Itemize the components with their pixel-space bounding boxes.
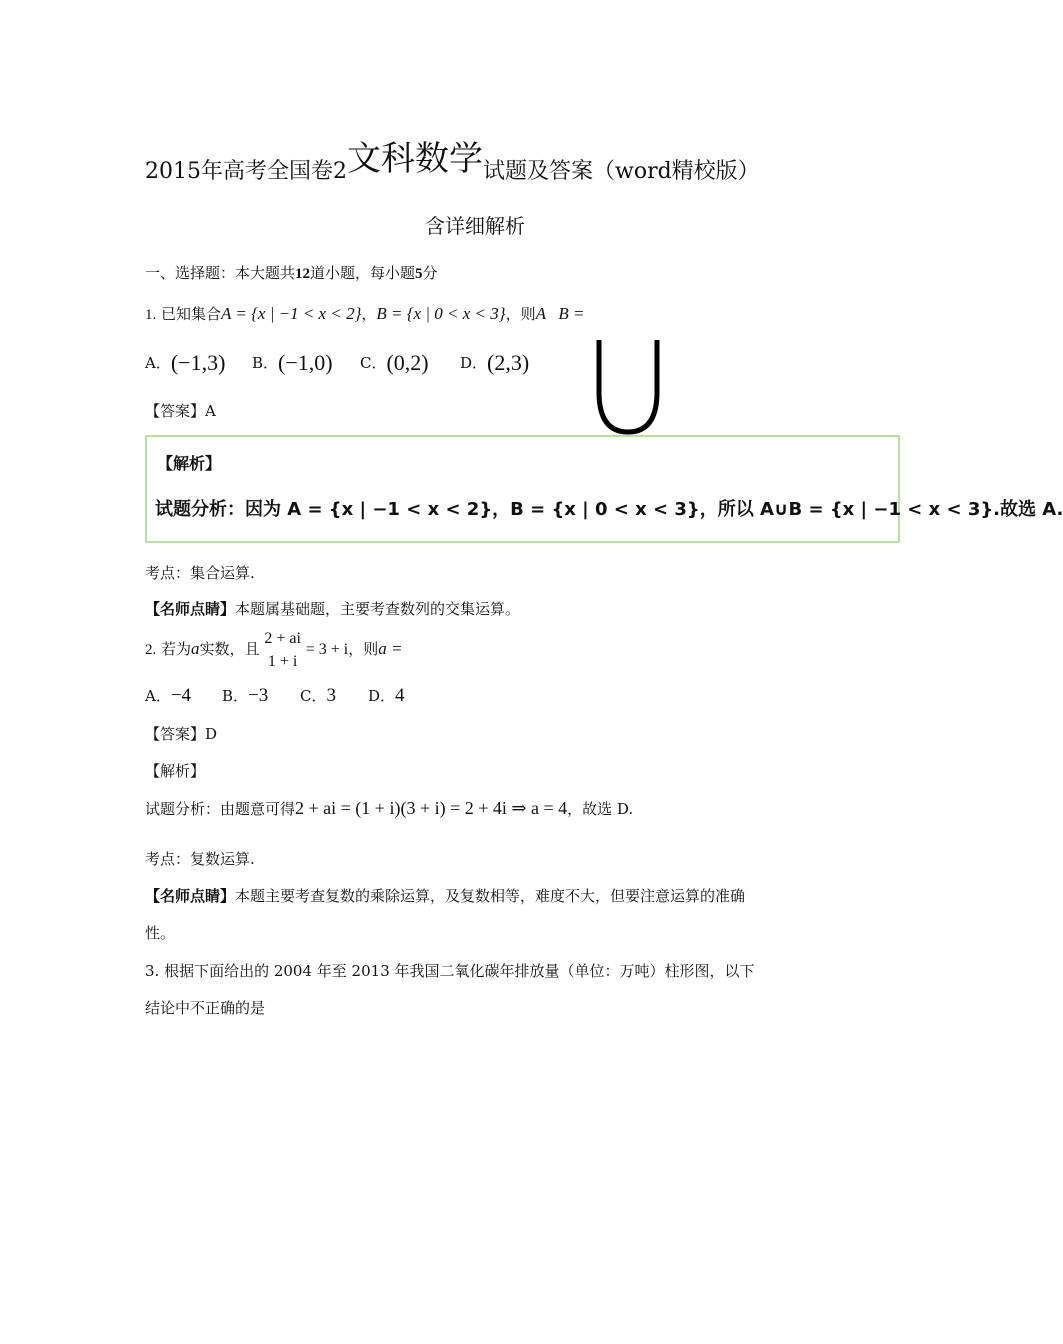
document-title [145, 139, 760, 184]
q1-ask-prefix: ，则 [505, 305, 536, 323]
section-header [145, 262, 438, 283]
title-part2: 试题及答案（word精校版） [483, 159, 760, 184]
q2-option-c [300, 685, 336, 707]
q1-analysis-box [145, 435, 1063, 543]
q3-stem-line2: 结论中不正确的是 [145, 999, 266, 1017]
q1-option-a [145, 350, 225, 376]
q1-kaodian: 考点：集合运算. [145, 564, 255, 582]
q2-stem-prefix: 若为 [161, 640, 192, 658]
q2-number: 2. [145, 642, 157, 658]
option-value: −4 [170, 685, 192, 706]
option-value: (−1,0) [278, 350, 333, 375]
option-label: B． [222, 687, 249, 705]
option-value: 4 [395, 685, 405, 706]
q2-var-a: a [191, 639, 200, 658]
title-part1: 2015年高考全国卷2 [145, 159, 347, 184]
q3-stem-line1: 3. 根据下面给出的 2004 年至 2013 年我国二氧化碳年排放量（单位：万吨）柱形图，以下 [145, 962, 755, 980]
q2-mingshi [145, 885, 745, 906]
section-score: 5 [415, 266, 423, 282]
q2-analysis [145, 798, 633, 819]
option-label: A． [145, 687, 171, 705]
q2-analysis-expr: 2 + ai = (1 + i)(3 + i) = 2 + 4i ⇒ a = 4 [295, 798, 568, 818]
q1-analysis-title: 【解析】 [157, 454, 222, 473]
q2-rhs: = 3 + i [305, 641, 349, 658]
section-count: 12 [295, 266, 311, 282]
q1-mingshi [145, 598, 520, 619]
option-value: −3 [248, 685, 269, 706]
q1-option-d [460, 350, 529, 376]
q1-ask-expr: A B = [535, 304, 585, 323]
q2-analysis-prefix: 试题分析：由题意可得 [145, 800, 296, 818]
option-label: D． [368, 687, 396, 705]
option-label: B． [252, 354, 279, 372]
q2-option-d [368, 685, 405, 707]
q2-analysis-suffix: ，故选 D. [567, 800, 634, 818]
option-value: (2,3) [487, 350, 530, 375]
q2-analysis-title: 【解析】 [145, 762, 206, 780]
q2-ask-expr: a = [378, 639, 403, 658]
q1-set-b: B = {x | 0 < x < 3} [376, 304, 506, 323]
section-prefix: 一、选择题：本大题共 [145, 264, 296, 282]
q1-option-c [360, 350, 429, 376]
q2-option-b [222, 685, 268, 707]
mingshi-text: 本题主要考查复数的乘除运算，及复数相等，难度不大，但要注意运算的准确 [235, 887, 746, 905]
q2-stem-mid: 实数，且 [199, 640, 260, 658]
mingshi-text: 本题属基础题，主要考查数列的交集运算。 [235, 600, 521, 618]
q1-set-a: A = {x | −1 < x < 2} [221, 304, 362, 323]
option-label: D． [460, 354, 488, 372]
q1-answer: 【答案】A [145, 402, 216, 420]
option-label: C． [360, 354, 387, 372]
option-value: (0,2) [386, 350, 429, 375]
q2-fraction [264, 628, 301, 672]
section-suffix: 分 [422, 264, 438, 282]
q2-frac-num: 2 + ai [264, 629, 301, 647]
union-symbol-icon [593, 340, 663, 435]
title-big-part: 文科数学 [347, 139, 483, 179]
q2-answer: 【答案】D [145, 725, 218, 743]
option-value: (−1,3) [170, 350, 226, 375]
q1-option-b [252, 350, 333, 376]
q1-number: 1. [145, 307, 157, 323]
q1-sep: ， [361, 305, 377, 323]
option-value: 3 [326, 685, 336, 706]
q2-frac-den: 1 + i [267, 652, 298, 670]
option-label: C． [300, 687, 327, 705]
section-mid: 道小题，每小题 [310, 264, 416, 282]
mingshi-label: 【名师点睛】 [145, 600, 236, 618]
document-subtitle: 含详细解析 [425, 214, 525, 238]
q2-stem [145, 626, 402, 672]
q2-kaodian: 考点：复数运算. [145, 850, 255, 868]
q1-stem-prefix: 已知集合 [161, 305, 222, 323]
q1-stem [145, 303, 585, 324]
q1-analysis-text: 试题分析：因为 A = {x | −1 < x < 2}，B = {x | 0 < x < 3}，所以 A∪B = {x | −1 < x < 3}.故选 A. [155, 499, 1063, 520]
mingshi-label: 【名师点睛】 [145, 887, 236, 905]
q2-mingshi-line2: 性。 [145, 924, 176, 942]
q2-option-a [145, 685, 191, 707]
option-label: A． [145, 354, 171, 372]
q2-ask: ，则 [348, 640, 379, 658]
